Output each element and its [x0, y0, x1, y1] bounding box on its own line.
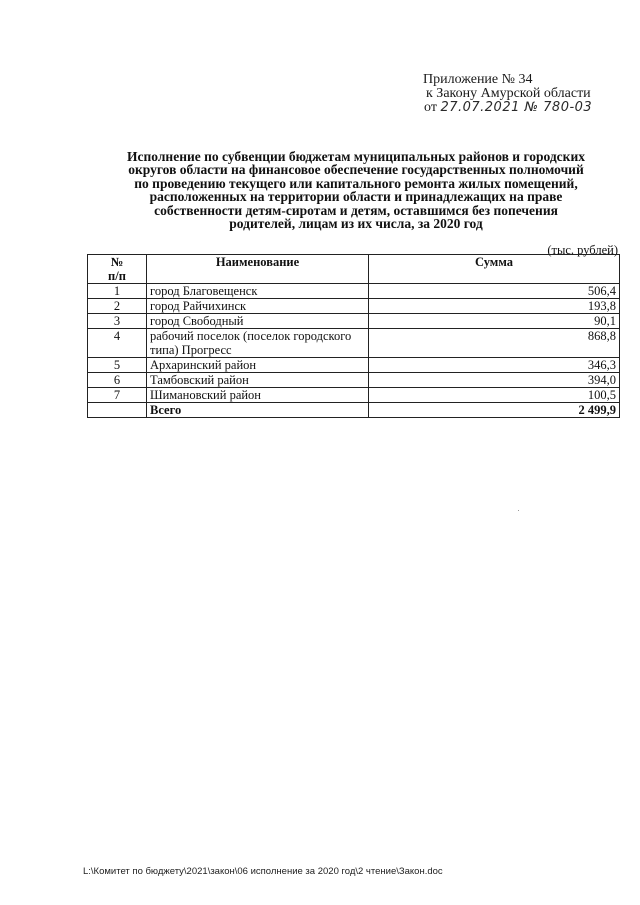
header-name: Наименование [147, 255, 369, 284]
table-row [88, 373, 620, 388]
row-name: Архаринский район [147, 358, 369, 373]
row-name: город Свободный [147, 314, 369, 329]
table-row [88, 329, 620, 358]
row-num: 1 [88, 284, 147, 299]
row-sum: 506,4 [369, 284, 620, 299]
table-row [88, 284, 620, 299]
row-num: 7 [88, 388, 147, 403]
table-total-row [88, 403, 620, 418]
row-sum: 193,8 [369, 299, 620, 314]
header-num: № п/п [88, 255, 147, 284]
row-sum: 868,8 [369, 329, 620, 358]
row-num: 6 [88, 373, 147, 388]
title-line: родителей, лицам из их числа, за 2020 год [229, 216, 483, 232]
total-label: Всего [147, 403, 369, 418]
row-sum: 100,5 [369, 388, 620, 403]
row-sum: 90,1 [369, 314, 620, 329]
appendix-law-ref: к Закону Амурской области [426, 86, 591, 101]
scan-speck [518, 510, 519, 511]
document-title [88, 150, 624, 230]
row-name: город Благовещенск [147, 284, 369, 299]
title-line: расположенных на территории области и принадлежащих на праве [149, 189, 563, 205]
row-num: 5 [88, 358, 147, 373]
table-row [88, 314, 620, 329]
row-num: 3 [88, 314, 147, 329]
file-path-footer: L:\Комитет по бюджету\2021\закон\06 исполнение за 2020 год\2 чтение\Закон.doc [83, 866, 443, 877]
row-name: город Райчихинск [147, 299, 369, 314]
table-row [88, 388, 620, 403]
row-num: 2 [88, 299, 147, 314]
row-name: Тамбовский район [147, 373, 369, 388]
table-header-row [88, 255, 620, 284]
appendix-block [423, 73, 592, 115]
appendix-number: Приложение № 34 [423, 72, 533, 87]
row-sum: 346,3 [369, 358, 620, 373]
header-sum: Сумма [369, 255, 620, 284]
appendix-date-prefix: от [424, 100, 437, 115]
title-line: собственности детям-сиротам и детям, оставшимся без попечения [154, 202, 558, 218]
row-name: рабочий поселок (поселок городского типа) Прогресс [147, 329, 369, 358]
row-sum: 394,0 [369, 373, 620, 388]
units-label: (тыс. рублей) [547, 243, 618, 257]
table-row [88, 358, 620, 373]
row-num: 4 [88, 329, 147, 358]
appendix-date-line [424, 101, 592, 115]
row-name: Шимановский район [147, 388, 369, 403]
table-row [88, 299, 620, 314]
total-sum: 2 499,9 [369, 403, 620, 418]
title-line: по проведению текущего или капитального ремонта жилых помещений, [134, 175, 578, 191]
title-line: округов области на финансовое обеспечение государственных полномочий [128, 162, 584, 178]
total-num-empty [88, 403, 147, 418]
handwritten-date-number: 27.07.2021 № 780-03 [440, 100, 593, 115]
title-line: Исполнение по субвенции бюджетам муниципальных районов и городских [127, 149, 585, 164]
subsidy-table [87, 254, 620, 418]
